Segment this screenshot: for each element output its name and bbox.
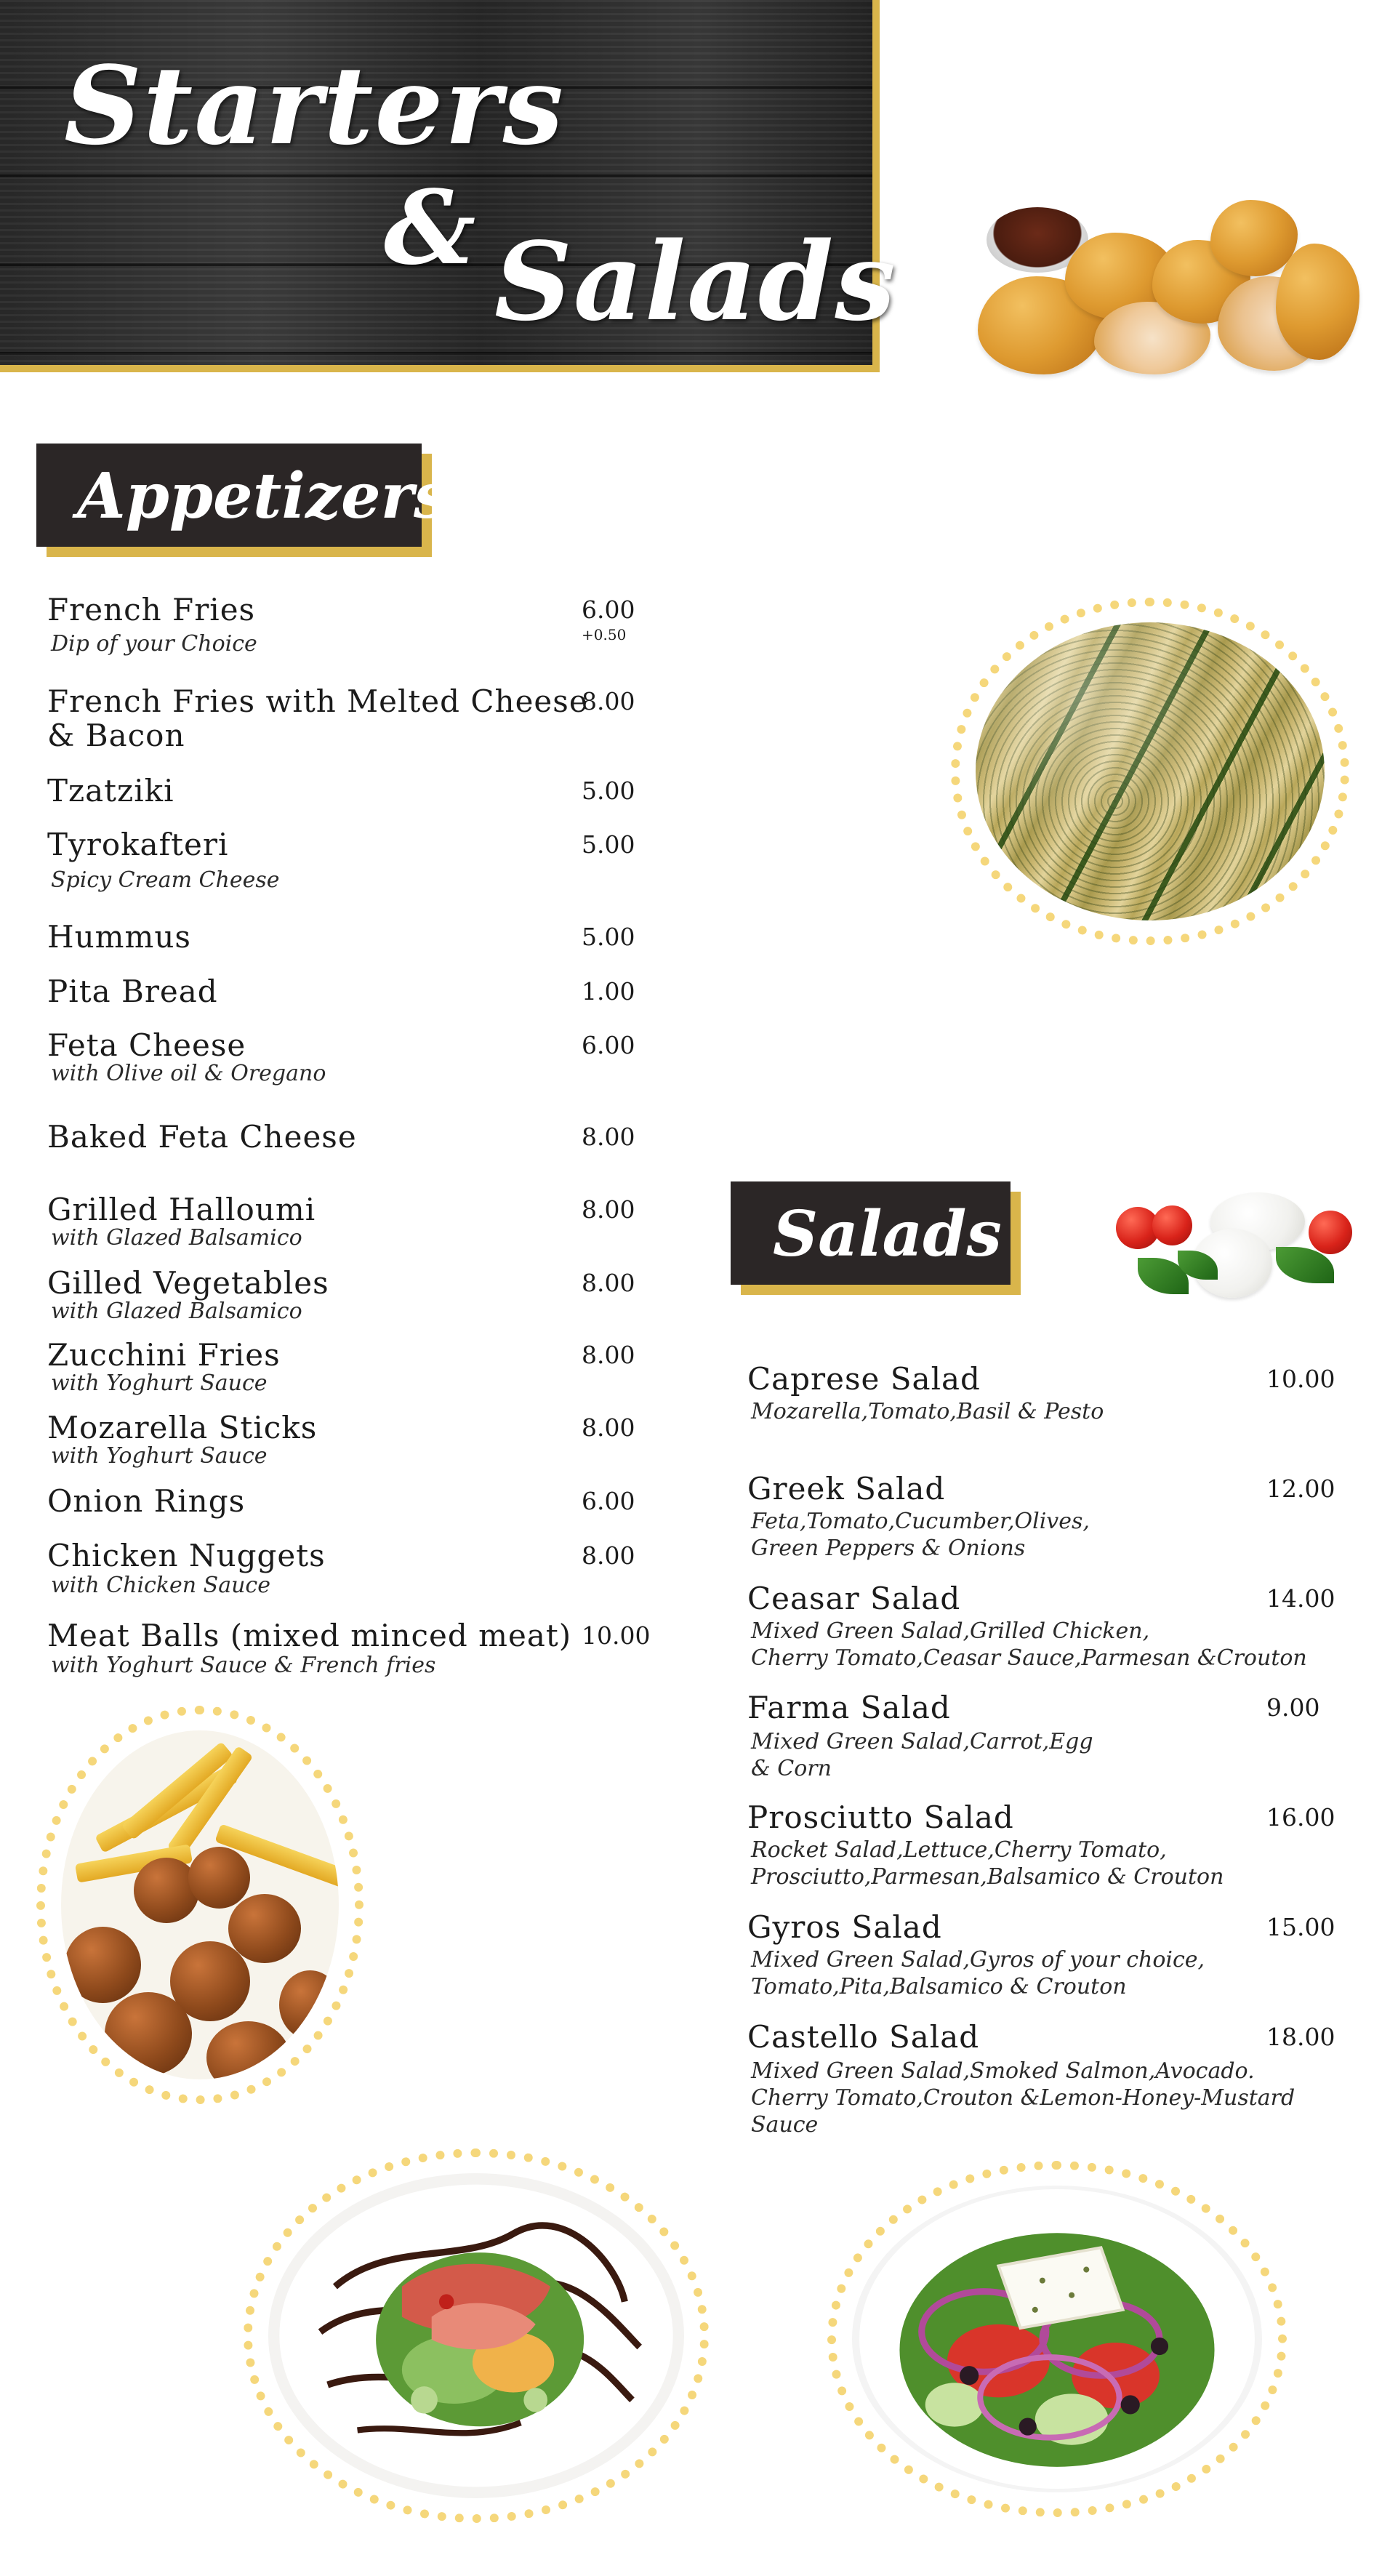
item-extra-price: +0.50 (582, 626, 627, 643)
item-price: 16.00 (1266, 1803, 1335, 1831)
meatball (188, 1847, 250, 1909)
item-name: Baked Feta Cheese (47, 1119, 357, 1155)
item-description: Mixed Green Salad,Grilled Chicken, (751, 1618, 1150, 1644)
item-name: Ceasar Salad (747, 1581, 961, 1616)
item-description: with Olive oil & Oregano (51, 1061, 326, 1086)
salads-banner (731, 1181, 1011, 1285)
item-name: French Fries with Melted Cheese (47, 683, 588, 719)
item-name: Onion Rings (47, 1483, 246, 1519)
item-price: 14.00 (1266, 1584, 1335, 1613)
meatballs-fries-photo (36, 1706, 363, 2104)
prosciutto-salad-art (268, 2173, 684, 2498)
item-price: 10.00 (1266, 1365, 1335, 1393)
item-price: 5.00 (582, 923, 635, 951)
meatball (279, 1970, 339, 2039)
item-price: 8.00 (582, 1123, 635, 1151)
appetizers-heading: Appetizers (77, 460, 449, 533)
item-description: Mixed Green Salad,Smoked Salmon,Avocado. (751, 2058, 1255, 2084)
meatball (228, 1894, 301, 1963)
zucchini-fries-photo (951, 598, 1349, 945)
item-description-line2: Cherry Tomato,Ceasar Sauce,Parmesan &Crouton (751, 1645, 1307, 1671)
item-price: 8.00 (582, 1341, 635, 1369)
greek-salad-image (852, 2186, 1262, 2492)
prosciutto-salad-photo (244, 2148, 709, 2523)
item-name: Tyrokafteri (47, 827, 229, 862)
item-description: Spicy Cream Cheese (51, 867, 280, 893)
item-price: 10.00 (582, 1621, 651, 1650)
item-name: Feta Cheese (47, 1027, 246, 1063)
item-name: Farma Salad (747, 1690, 951, 1725)
item-price: 12.00 (1266, 1474, 1335, 1503)
item-description-line2: & Corn (751, 1756, 832, 1781)
item-name: French Fries (47, 592, 256, 627)
meatball (206, 2021, 290, 2079)
item-price: 5.00 (582, 830, 635, 859)
zucchini-fries-image (976, 622, 1325, 920)
item-description: with Yoghurt Sauce & French fries (51, 1653, 436, 1678)
item-price: 18.00 (1266, 2023, 1335, 2051)
item-name: Chicken Nuggets (47, 1538, 326, 1573)
prosciutto-salad-image (268, 2173, 684, 2498)
item-name: Tzatziki (47, 773, 174, 808)
header-title-ampersand: & (384, 169, 476, 288)
item-name: Pita Bread (47, 974, 218, 1009)
item-name: Gyros Salad (747, 1909, 942, 1945)
item-description-line3: Sauce (751, 2112, 819, 2138)
item-name: Mozarella Sticks (47, 1410, 318, 1445)
greek-salad-art (852, 2186, 1262, 2492)
item-description-line2: Cherry Tomato,Crouton &Lemon-Honey-Mustard (751, 2085, 1295, 2111)
item-description-line2: Tomato,Pita,Balsamico & Crouton (751, 1974, 1127, 1999)
item-price: 8.00 (582, 1269, 635, 1297)
tomato-mozzarella-photo (1116, 1178, 1356, 1309)
appetizers-banner (36, 444, 449, 547)
item-description-line2: Green Peppers & Onions (751, 1536, 1026, 1561)
item-price: 6.00 (582, 1031, 635, 1059)
tomato (1152, 1205, 1192, 1245)
item-name: Caprese Salad (747, 1361, 981, 1397)
item-price: 8.00 (582, 1195, 635, 1224)
item-description: Mixed Green Salad,Carrot,Egg (751, 1729, 1093, 1754)
item-price: 8.00 (582, 687, 635, 715)
meatballs-fries-image (61, 1730, 339, 2079)
header-title-starters: Starters (64, 42, 565, 169)
chicken-nuggets-photo (971, 193, 1363, 389)
item-name-line2: & Bacon (47, 718, 185, 753)
item-price: 15.00 (1266, 1913, 1335, 1941)
item-description-line2: Prosciutto,Parmesan,Balsamico & Crouton (751, 1864, 1224, 1890)
item-name: Grilled Halloumi (47, 1192, 316, 1227)
item-description: with Yoghurt Sauce (51, 1371, 268, 1396)
item-description: with Yoghurt Sauce (51, 1443, 268, 1469)
item-description: Dip of your Choice (51, 631, 257, 657)
item-name: Gilled Vegetables (47, 1265, 329, 1301)
item-price: 5.00 (582, 777, 635, 805)
item-description: Feta,Tomato,Cucumber,Olives, (751, 1509, 1090, 1534)
item-description: with Glazed Balsamico (51, 1299, 302, 1324)
item-price: 8.00 (582, 1541, 635, 1570)
meatball (105, 1992, 192, 2076)
item-name: Greek Salad (747, 1471, 946, 1506)
item-price: 6.00 (582, 1487, 635, 1515)
item-description: with Glazed Balsamico (51, 1225, 302, 1251)
item-price: 9.00 (1266, 1693, 1320, 1722)
salads-heading: Salads (773, 1197, 1002, 1271)
item-price: 8.00 (582, 1413, 635, 1442)
header-title-salads: Salads (494, 218, 897, 345)
item-name: Castello Salad (747, 2019, 980, 2055)
item-price: 1.00 (582, 977, 635, 1006)
greek-salad-photo (827, 2161, 1287, 2517)
item-description: Mozarella,Tomato,Basil & Pesto (751, 1399, 1104, 1424)
nugget (1276, 244, 1359, 360)
item-name: Meat Balls (mixed minced meat) (47, 1618, 572, 1653)
tomato (1309, 1211, 1352, 1254)
item-description: Mixed Green Salad,Gyros of your choice, (751, 1947, 1205, 1973)
item-name: Prosciutto Salad (747, 1799, 1014, 1835)
item-price: 6.00 (582, 595, 635, 624)
item-description: with Chicken Sauce (51, 1573, 270, 1598)
item-name: Hummus (47, 919, 191, 955)
meatball (65, 1927, 141, 2003)
header-board (0, 0, 897, 372)
item-name: Zucchini Fries (47, 1337, 281, 1373)
item-description: Rocket Salad,Lettuce,Cherry Tomato, (751, 1837, 1167, 1863)
